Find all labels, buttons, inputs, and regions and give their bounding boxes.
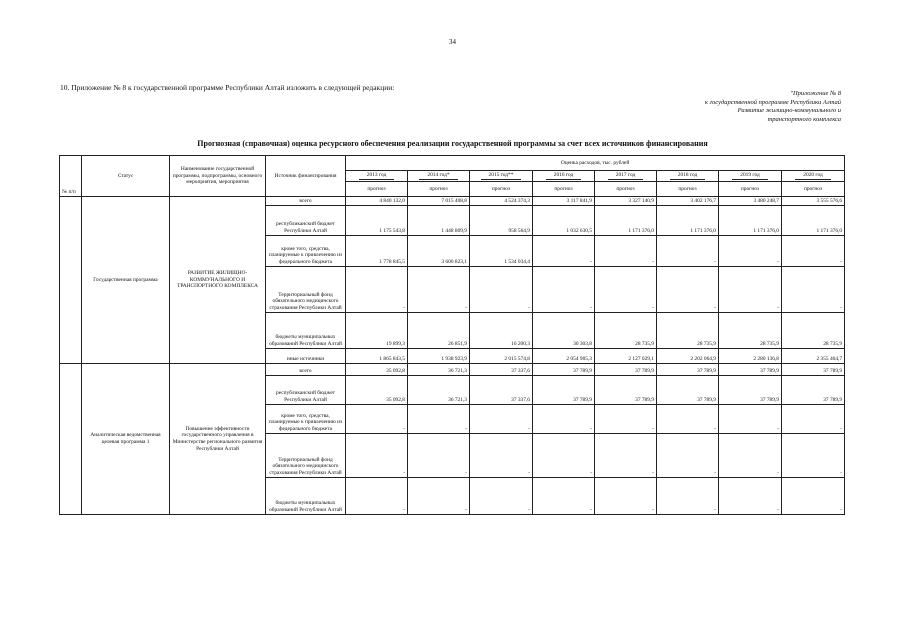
value-cell: 37 789,9 bbox=[595, 376, 657, 405]
status-cell: Государственная программа bbox=[82, 197, 170, 364]
resource-table bbox=[59, 155, 845, 515]
source-cell: республиканский бюджет Республики Алтай bbox=[266, 376, 346, 405]
value-cell: 3 327 140,9 bbox=[595, 197, 657, 206]
value-cell: - bbox=[346, 267, 408, 313]
value-cell: 35 092,8 bbox=[346, 376, 408, 405]
col-header-estimate: Оценка расходов, тыс. рублей bbox=[346, 156, 845, 171]
header-row bbox=[60, 156, 845, 171]
annex-line: к государственной программе Республики Алтай bbox=[704, 98, 841, 106]
status-cell: Аналитическая ведомственная целевая программа 1 bbox=[82, 364, 170, 515]
value-cell: 1 938 923,9 bbox=[408, 349, 470, 364]
value-cell: - bbox=[657, 478, 719, 515]
value-cell: 1 171 376,0 bbox=[719, 206, 782, 236]
value-cell: - bbox=[408, 478, 470, 515]
source-cell: всего bbox=[266, 197, 346, 206]
value-cell: 37 337,6 bbox=[470, 364, 533, 376]
value-cell: - bbox=[782, 405, 845, 434]
forecast-header: прогноз bbox=[533, 182, 595, 197]
value-cell: 1 171 376,0 bbox=[657, 206, 719, 236]
value-cell: 36 721,3 bbox=[408, 364, 470, 376]
year-label: 2019 год bbox=[732, 172, 768, 179]
document-title: Прогнозная (справочная) оценка ресурсного обеспечения реализации государственной программы за счет всех источников финансирования bbox=[197, 139, 708, 148]
value-cell: 1 171 376,0 bbox=[595, 206, 657, 236]
value-cell: - bbox=[346, 405, 408, 434]
value-cell: - bbox=[595, 478, 657, 515]
forecast-header: прогноз bbox=[470, 182, 533, 197]
value-cell: - bbox=[657, 236, 719, 267]
annex-line: "Приложение № 8 bbox=[790, 90, 841, 97]
value-cell: 35 092,8 bbox=[346, 364, 408, 376]
forecast-header: прогноз bbox=[346, 182, 408, 197]
table-row bbox=[60, 197, 845, 206]
value-cell: - bbox=[595, 434, 657, 478]
source-cell: бюджеты муниципальных образований Республики Алтай bbox=[266, 313, 346, 349]
year-label: 2013 год bbox=[359, 172, 395, 179]
value-cell: - bbox=[533, 267, 595, 313]
value-cell: - bbox=[595, 236, 657, 267]
value-cell: - bbox=[719, 236, 782, 267]
value-cell: 37 789,9 bbox=[657, 364, 719, 376]
year-header bbox=[346, 171, 408, 182]
value-cell: 3 402 176,7 bbox=[657, 197, 719, 206]
year-label: 2014 год* bbox=[419, 172, 457, 179]
value-cell: 1 171 376,0 bbox=[782, 206, 845, 236]
value-cell: - bbox=[533, 405, 595, 434]
year-header bbox=[470, 171, 533, 182]
page-number: 34 bbox=[449, 38, 456, 46]
year-header bbox=[533, 171, 595, 182]
value-cell: - bbox=[533, 478, 595, 515]
year-header bbox=[408, 171, 470, 182]
value-cell: - bbox=[408, 405, 470, 434]
value-cell: - bbox=[533, 236, 595, 267]
source-cell: кроме того, средства, планируемые к привлечению из федерального бюджета bbox=[266, 405, 346, 434]
value-cell: - bbox=[346, 478, 408, 515]
table-row bbox=[60, 364, 845, 376]
source-cell: всего bbox=[266, 364, 346, 376]
value-cell: - bbox=[533, 434, 595, 478]
value-cell: 1 032 630,5 bbox=[533, 206, 595, 236]
value-cell: 28 735,9 bbox=[657, 313, 719, 349]
year-header bbox=[595, 171, 657, 182]
forecast-header: прогноз bbox=[657, 182, 719, 197]
source-cell: кроме того, средства, планируемые к привлечению из федерального бюджета bbox=[266, 236, 346, 267]
value-cell: 37 789,9 bbox=[657, 376, 719, 405]
value-cell: - bbox=[408, 267, 470, 313]
value-cell: - bbox=[719, 434, 782, 478]
value-cell: - bbox=[782, 267, 845, 313]
value-cell: - bbox=[782, 236, 845, 267]
value-cell: - bbox=[595, 267, 657, 313]
forecast-header: прогноз bbox=[595, 182, 657, 197]
value-cell: - bbox=[470, 434, 533, 478]
year-label: 2017 год bbox=[608, 172, 644, 179]
value-cell: 2 015 574,8 bbox=[470, 349, 533, 364]
forecast-header: прогноз bbox=[408, 182, 470, 197]
value-cell: 1 778 845,5 bbox=[346, 236, 408, 267]
col-header-source: Источник финансирования bbox=[266, 156, 346, 197]
forecast-header: прогноз bbox=[719, 182, 782, 197]
value-cell: 3 117 841,9 bbox=[533, 197, 595, 206]
value-cell: - bbox=[470, 267, 533, 313]
value-cell: 1 865 843,5 bbox=[346, 349, 408, 364]
annex-line: Развитие жилищно-коммунального и bbox=[737, 107, 841, 115]
table-body bbox=[60, 197, 845, 515]
value-cell: 37 789,9 bbox=[782, 364, 845, 376]
value-cell: 2 355 464,7 bbox=[782, 349, 845, 364]
forecast-header: прогноз bbox=[782, 182, 845, 197]
value-cell: - bbox=[719, 478, 782, 515]
value-cell: 28 735,9 bbox=[595, 313, 657, 349]
value-cell: 3 600 823,1 bbox=[408, 236, 470, 267]
value-cell: 2 280 136,8 bbox=[719, 349, 782, 364]
value-cell: 1 534 034,4 bbox=[470, 236, 533, 267]
value-cell: - bbox=[595, 405, 657, 434]
year-label: 2020 год bbox=[795, 172, 831, 179]
source-cell: Территориальный фонд обязательного медицинского страхования Республики Алтай bbox=[266, 267, 346, 313]
value-cell: 16 200,3 bbox=[470, 313, 533, 349]
value-cell: 37 789,9 bbox=[782, 376, 845, 405]
year-label: 2016 год bbox=[546, 172, 582, 179]
value-cell: 2 054 905,3 bbox=[533, 349, 595, 364]
value-cell: 37 337,6 bbox=[470, 376, 533, 405]
value-cell: 1 448 809,9 bbox=[408, 206, 470, 236]
col-header-status: Статус bbox=[82, 156, 170, 197]
value-cell: 19 899,3 bbox=[346, 313, 408, 349]
value-cell: - bbox=[408, 434, 470, 478]
value-cell: 28 735,9 bbox=[782, 313, 845, 349]
annex-line: транспортного комплекса bbox=[767, 115, 841, 123]
value-cell: 7 015 408,8 bbox=[408, 197, 470, 206]
value-cell: 4 524 374,3 bbox=[470, 197, 533, 206]
value-cell: 37 789,9 bbox=[595, 364, 657, 376]
row-number-cell bbox=[60, 364, 82, 515]
value-cell: 36 721,3 bbox=[408, 376, 470, 405]
value-cell: - bbox=[782, 434, 845, 478]
source-cell: бюджеты муниципальных образований Республики Алтай bbox=[266, 478, 346, 515]
value-cell: - bbox=[657, 267, 719, 313]
source-cell: республиканский бюджет Республики Алтай bbox=[266, 206, 346, 236]
value-cell: 1 175 543,8 bbox=[346, 206, 408, 236]
row-number-cell bbox=[60, 197, 82, 364]
annex-header bbox=[705, 90, 841, 124]
value-cell: 2 127 029,1 bbox=[595, 349, 657, 364]
value-cell: 37 789,9 bbox=[533, 364, 595, 376]
value-cell: - bbox=[657, 405, 719, 434]
value-cell: 3 555 576,6 bbox=[782, 197, 845, 206]
value-cell: 3 480 248,7 bbox=[719, 197, 782, 206]
col-header-program: Наименование государственной программы, подпрограммы, основного мероприятия, мероприятия bbox=[170, 156, 266, 197]
value-cell: 4 840 132,0 bbox=[346, 197, 408, 206]
value-cell: 30 303,8 bbox=[533, 313, 595, 349]
value-cell: 37 789,9 bbox=[719, 376, 782, 405]
year-header bbox=[782, 171, 845, 182]
year-header bbox=[719, 171, 782, 182]
intro-text: 10. Приложение № 8 к государственной программе Республики Алтай изложить в следующей редакции: bbox=[60, 83, 395, 92]
value-cell: - bbox=[782, 478, 845, 515]
col-header-num: № п/п bbox=[60, 156, 82, 197]
value-cell: - bbox=[470, 478, 533, 515]
value-cell: - bbox=[719, 267, 782, 313]
value-cell: - bbox=[470, 405, 533, 434]
value-cell: - bbox=[346, 434, 408, 478]
value-cell: 37 789,9 bbox=[533, 376, 595, 405]
year-label: 2018 год bbox=[670, 172, 706, 179]
year-header bbox=[657, 171, 719, 182]
source-cell: Территориальный фонд обязательного медицинского страхования Республики Алтай bbox=[266, 434, 346, 478]
value-cell: - bbox=[719, 405, 782, 434]
program-name-cell: РАЗВИТИЕ ЖИЛИЩНО-КОММУНАЛЬНОГО И ТРАНСПОРТНОГО КОМПЛЕКСА bbox=[170, 197, 266, 364]
value-cell: - bbox=[657, 434, 719, 478]
value-cell: 28 735,9 bbox=[719, 313, 782, 349]
year-label: 2015 год** bbox=[481, 172, 522, 179]
value-cell: 958 564,9 bbox=[470, 206, 533, 236]
program-name-cell: Повышение эффективности государственного управления в Министерстве регионального развития Республики Алтай bbox=[170, 364, 266, 515]
value-cell: 2 202 064,9 bbox=[657, 349, 719, 364]
value-cell: 26 851,9 bbox=[408, 313, 470, 349]
value-cell: 37 789,9 bbox=[719, 364, 782, 376]
source-cell: иные источники bbox=[266, 349, 346, 364]
